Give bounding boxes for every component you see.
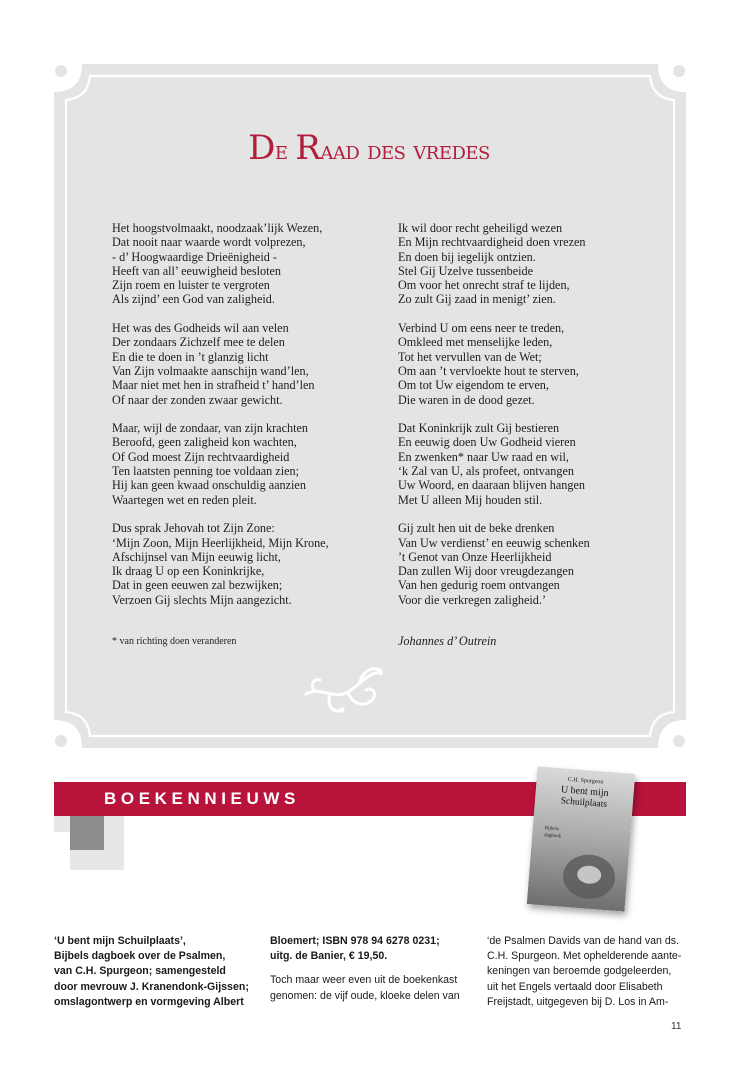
poem-line: Dat Koninkrijk zult Gij bestieren bbox=[398, 421, 560, 436]
section-label: BOEKENNIEUWS bbox=[104, 789, 300, 808]
poem-line: - d’ Hoogwaardige Drieënigheid - bbox=[112, 249, 277, 264]
page-number: 11 bbox=[671, 1021, 682, 1032]
poem-line: Heeft van all’ eeuwigheid besloten bbox=[112, 263, 281, 278]
poem-line: Afschijnsel van Mijn eeuwig licht, bbox=[112, 549, 281, 564]
article-column-3 bbox=[487, 934, 686, 1010]
poem-line: Omkleed met menselijke leden, bbox=[398, 335, 553, 350]
poem-line: Het was des Godheids wil aan velen bbox=[112, 321, 289, 336]
poem-line: Waartegen wet en reden pleit. bbox=[112, 492, 257, 507]
poem-line: ‘k Zal van U, als profeet, ontvangen bbox=[398, 464, 574, 479]
poem-line: Of God moest Zijn rechtvaardigheid bbox=[112, 449, 290, 464]
poem-author: Johannes d’ Outrein bbox=[398, 634, 497, 648]
poem-line: Van Uw verdienst’ en eeuwig schenken bbox=[398, 535, 590, 550]
poem-stanza bbox=[112, 221, 384, 307]
poem-title: De Raad des vredes bbox=[248, 128, 490, 168]
poem-line: ’t Genot van Onze Heerlijkheid bbox=[398, 549, 552, 564]
article-line: ‘U bent mijn Schuilplaats’, bbox=[54, 935, 186, 947]
poem-line: Ten laatsten penning toe voldaan zien; bbox=[112, 464, 299, 479]
poem-line: Beroofd, geen zaligheid kon wachten, bbox=[112, 435, 297, 450]
poem-line: En Mijn rechtvaardigheid doen vrezen bbox=[398, 235, 586, 250]
poem-line: Stel Gij Uzelve tussenbeide bbox=[398, 263, 534, 278]
article-line: Freijstadt, uitgegeven bij D. Los in Am- bbox=[487, 995, 669, 1008]
poem-line: Der zondaars Zichzelf mee te delen bbox=[112, 335, 285, 350]
poem-line: Als zijnd’ een God van zaligheid. bbox=[112, 292, 275, 307]
article-line: C.H. Spurgeon. Met ophelderende aante- bbox=[487, 950, 682, 963]
decor-square-dark bbox=[70, 816, 104, 850]
article-line: Toch maar weer even uit de boekenkast bbox=[270, 974, 458, 987]
poem-stanza bbox=[112, 421, 384, 507]
poem-line: Maar, wijl de zondaar, van zijn krachten bbox=[112, 421, 308, 436]
poem-left-column bbox=[112, 221, 384, 621]
poem-line: Maar niet met hen in strafheid t’ hand’len bbox=[112, 378, 315, 393]
poem-line: Gij zult hen uit de beke drenken bbox=[398, 521, 555, 536]
poem-line: Of naar der zonden zwaar gewicht. bbox=[112, 392, 283, 407]
poem-line: Om tot Uw eigendom te erven, bbox=[398, 378, 549, 393]
poem-line: Tot het vervullen van de Wet; bbox=[398, 349, 542, 364]
poem-line: Die waren in de dood gezet. bbox=[398, 392, 535, 407]
book-cover bbox=[527, 766, 636, 911]
poem-line: Dat in geen eeuwen zal bezwijken; bbox=[112, 578, 283, 593]
decor-square-light bbox=[54, 816, 70, 832]
poem-line: En die te doen in ’t glanzig licht bbox=[112, 349, 269, 364]
poem-stanza bbox=[398, 421, 648, 507]
poem-line: Hij kan geen kwaad onschuldig aanzien bbox=[112, 478, 306, 493]
flourish-ornament-icon bbox=[300, 662, 390, 718]
poem-line: Het hoogstvolmaakt, noodzaak’lijk Wezen, bbox=[112, 221, 323, 235]
article-line: ‘de Psalmen Davids van de hand van ds. bbox=[487, 935, 679, 947]
poem-line: Zijn roem en luister te vergroten bbox=[112, 278, 270, 293]
poem-stanza bbox=[398, 221, 648, 307]
poem-line: Dan zullen Wij door vreugdezangen bbox=[398, 564, 574, 579]
poem-stanza bbox=[398, 521, 648, 607]
poem-line: Van Zijn volmaakte aanschijn wand’len, bbox=[112, 363, 309, 378]
poem-stanza bbox=[398, 321, 648, 407]
poem-line: Dus sprak Jehovah tot Zijn Zone: bbox=[112, 521, 275, 536]
article-line: uit het Engels vertaald door Elisabeth bbox=[487, 980, 663, 993]
book-author: C.H. Spurgeon bbox=[567, 776, 604, 786]
article-column-1 bbox=[54, 934, 254, 1010]
poem-line: Uw Woord, en daaraan blijven hangen bbox=[398, 478, 585, 493]
poem-line: Verbind U om eens neer te treden, bbox=[398, 321, 565, 336]
article-line: van C.H. Spurgeon; samengesteld bbox=[54, 965, 226, 978]
article-line: door mevrouw J. Kranendonk-Gijssen; bbox=[54, 980, 249, 993]
poem-line: En eeuwig doen Uw Godheid vieren bbox=[398, 435, 576, 450]
article-line: omslagontwerp en vormgeving Albert bbox=[54, 995, 244, 1008]
article-line: keningen van beroemde godgeleerden, bbox=[487, 965, 672, 978]
poem-line: Ik wil door recht geheiligd wezen bbox=[398, 221, 563, 235]
article-line: Bijbels dagboek over de Psalmen, bbox=[54, 950, 226, 963]
poem-line: Ik draag U op een Koninkrijke, bbox=[112, 564, 265, 579]
article-line: genomen: de vijf oude, kloeke delen van bbox=[270, 989, 460, 1002]
poem-stanza bbox=[112, 521, 384, 607]
poem-line: Om aan ’t vervloekte hout te sterven, bbox=[398, 363, 579, 378]
book-subtitle-line1: Bijbels bbox=[544, 826, 560, 833]
poem-line: Dat nooit naar waarde wordt volprezen, bbox=[112, 235, 306, 250]
poem-line: En zwenken* naar Uw raad en wil, bbox=[398, 449, 569, 464]
article-column-2 bbox=[270, 934, 470, 1004]
poem-line: Van hen gedurig roem ontvangen bbox=[398, 578, 560, 593]
book-title-line1: U bent mijn bbox=[560, 784, 609, 800]
poem-footnote: * van richting doen veranderen bbox=[112, 636, 237, 647]
poem-line: Om voor het onrecht straf te lijden, bbox=[398, 278, 570, 293]
poem-line: Voor die verkregen zaligheid.’ bbox=[398, 592, 546, 607]
poem-line: ‘Mijn Zoon, Mijn Heerlijkheid, Mijn Krone, bbox=[112, 535, 329, 550]
poem-right-column bbox=[398, 221, 648, 621]
article-line: uitg. de Banier, € 19,50. bbox=[270, 950, 388, 963]
poem-stanza bbox=[112, 321, 384, 407]
book-title-line2: Schuilplaats bbox=[560, 796, 608, 810]
poem-line: En doen bij iegelijk ontzien. bbox=[398, 249, 536, 264]
poem-line: Zo zult Gij zaad in menigt’ zien. bbox=[398, 292, 556, 307]
book-subtitle-line2: dagboek bbox=[543, 833, 562, 840]
poem-line: Verzoen Gij slechts Mijn aangezicht. bbox=[112, 592, 292, 607]
poem-line: Met U alleen Mij houden stil. bbox=[398, 492, 543, 507]
article-line: Bloemert; ISBN 978 94 6278 0231; bbox=[270, 935, 440, 947]
